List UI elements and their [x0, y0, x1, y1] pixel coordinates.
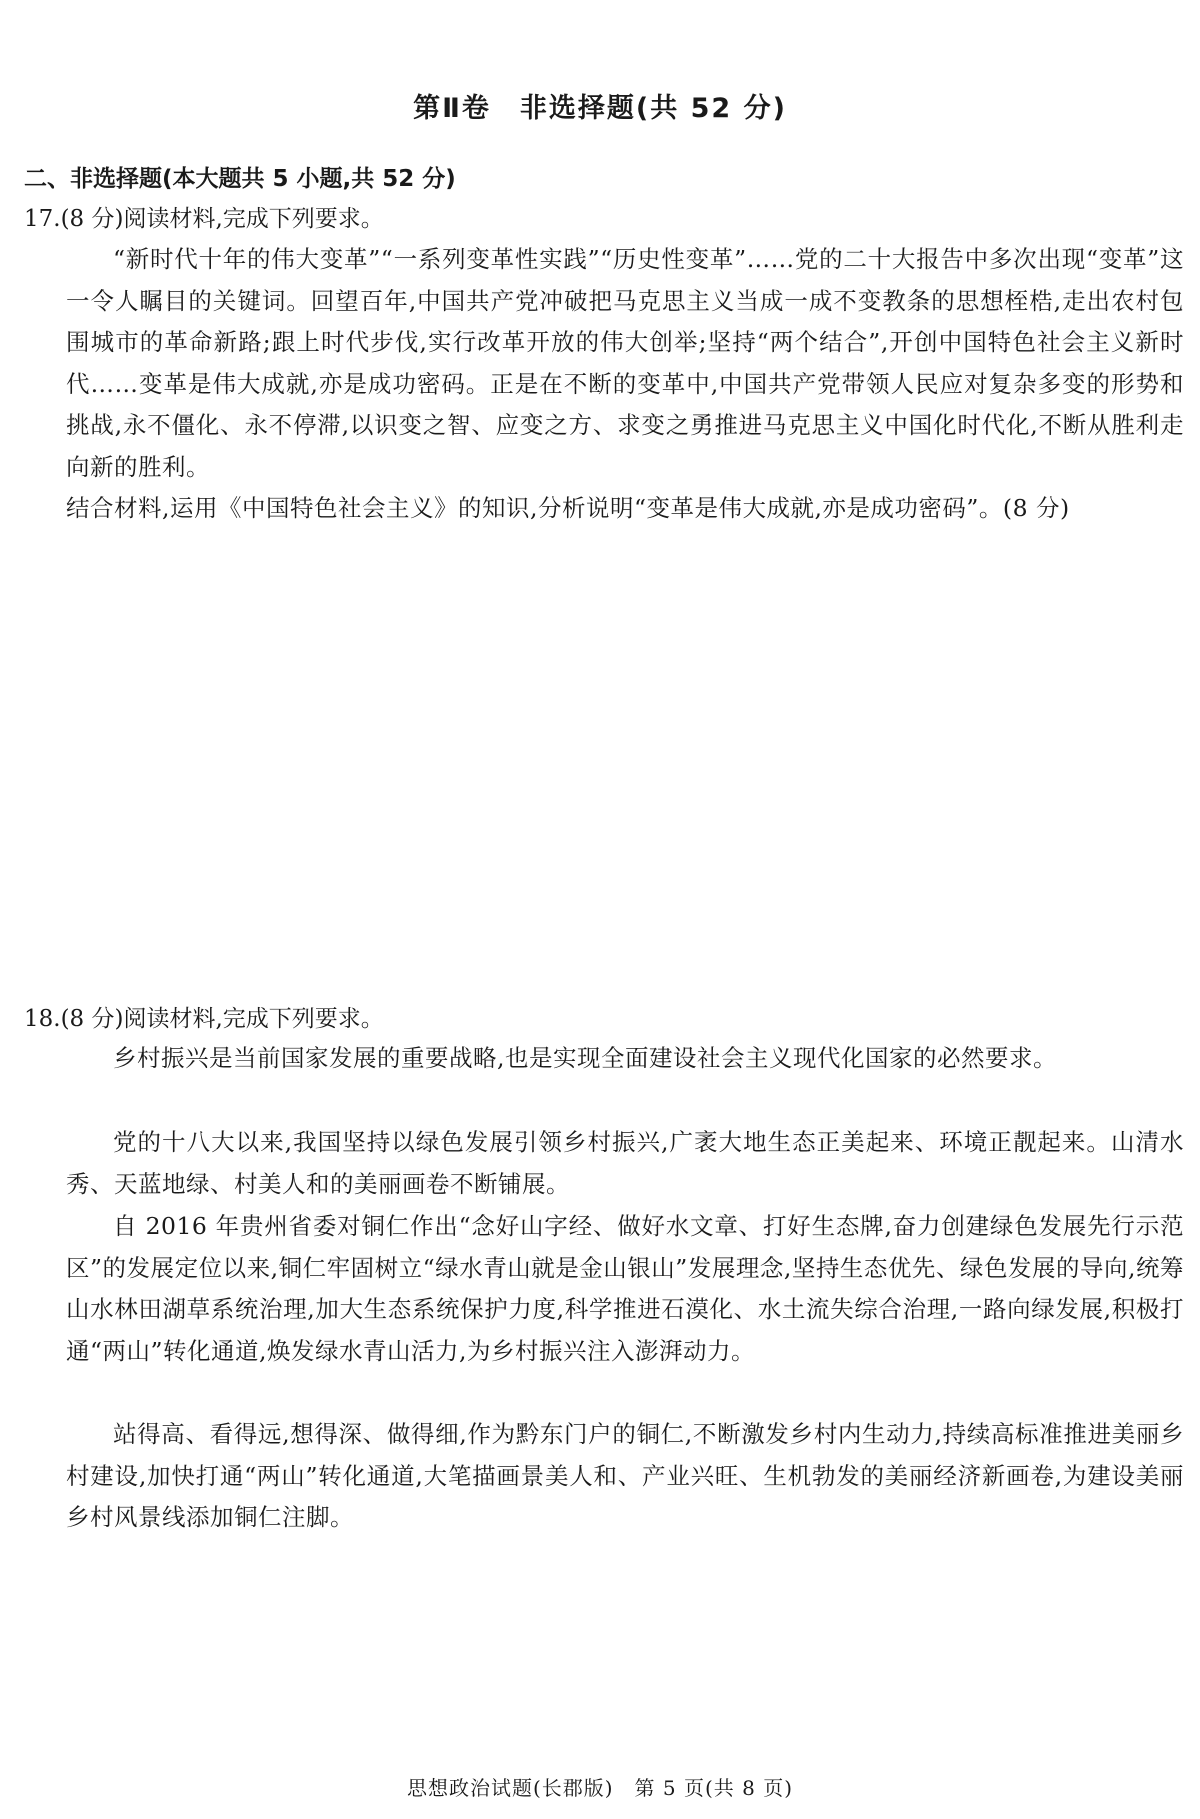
part-heading: 二、非选择题(本大题共 5 小题,共 52 分) [24, 166, 456, 192]
question-18-material-p4: 站得高、看得远,想得深、做得细,作为黔东门户的铜仁,不断激发乡村内生动力,持续高标准推进美丽乡村建设,加快打通“两山”转化通道,大笔描画景美人和、产业兴旺、生机勃发的美丽经济新画卷,为建设美丽乡村风景线添加铜仁注脚。 [66, 1420, 1184, 1531]
page-footer: 思想政治试题(长郡版) 第 5 页(共 8 页) [406, 1776, 794, 1800]
question-18-header: 18.(8 分)阅读材料,完成下列要求。 [24, 1006, 384, 1032]
question-17-task: 结合材料,运用《中国特色社会主义》的知识,分析说明“变革是伟大成就,亦是成功密码”。(8 分) [66, 494, 1070, 522]
question-18-material-p3: 自 2016 年贵州省委对铜仁作出“念好山字经、做好水文章、打好生态牌,奋力创建绿色发展先行示范区”的发展定位以来,铜仁牢固树立“绿水青山就是金山银山”发展理念,坚持生态优先、绿色发展的导向,统筹山水林田湖草系统治理,加大生态系统保护力度,科学推进石漠化、水土流失综合治理,一路向绿发展,积极打通“两山”转化通道,焕发绿水青山活力,为乡村振兴注入澎湃动力。 [66, 1212, 1184, 1365]
question-18-material-p1: 乡村振兴是当前国家发展的重要战略,也是实现全面建设社会主义现代化国家的必然要求。 [113, 1044, 1057, 1072]
question-17-material: “新时代十年的伟大变革”“一系列变革性实践”“历史性变革”……党的二十大报告中多次出现“变革”这一令人瞩目的关键词。回望百年,中国共产党冲破把马克思主义当成一成不变教条的思想桎梏,走出农村包围城市的革命新路;跟上时代步伐,实行改革开放的伟大创举;坚持“两个结合”,开创中国特色社会主义新时代……变革是伟大成就,亦是成功密码。正是在不断的变革中,中国共产党带领人民应对复杂多变的形势和挑战,永不僵化、永不停滞,以识变之智、应变之方、求变之勇推进马克思主义中国化时代化,不断从胜利走向新的胜利。 [66, 245, 1184, 481]
question-17-header: 17.(8 分)阅读材料,完成下列要求。 [24, 206, 384, 232]
question-18-material-p2: 党的十八大以来,我国坚持以绿色发展引领乡村振兴,广袤大地生态正美起来、环境正靓起来。山清水秀、天蓝地绿、村美人和的美丽画卷不断铺展。 [66, 1128, 1184, 1198]
section-title: 第Ⅱ卷 非选择题(共 52 分) [413, 93, 787, 124]
